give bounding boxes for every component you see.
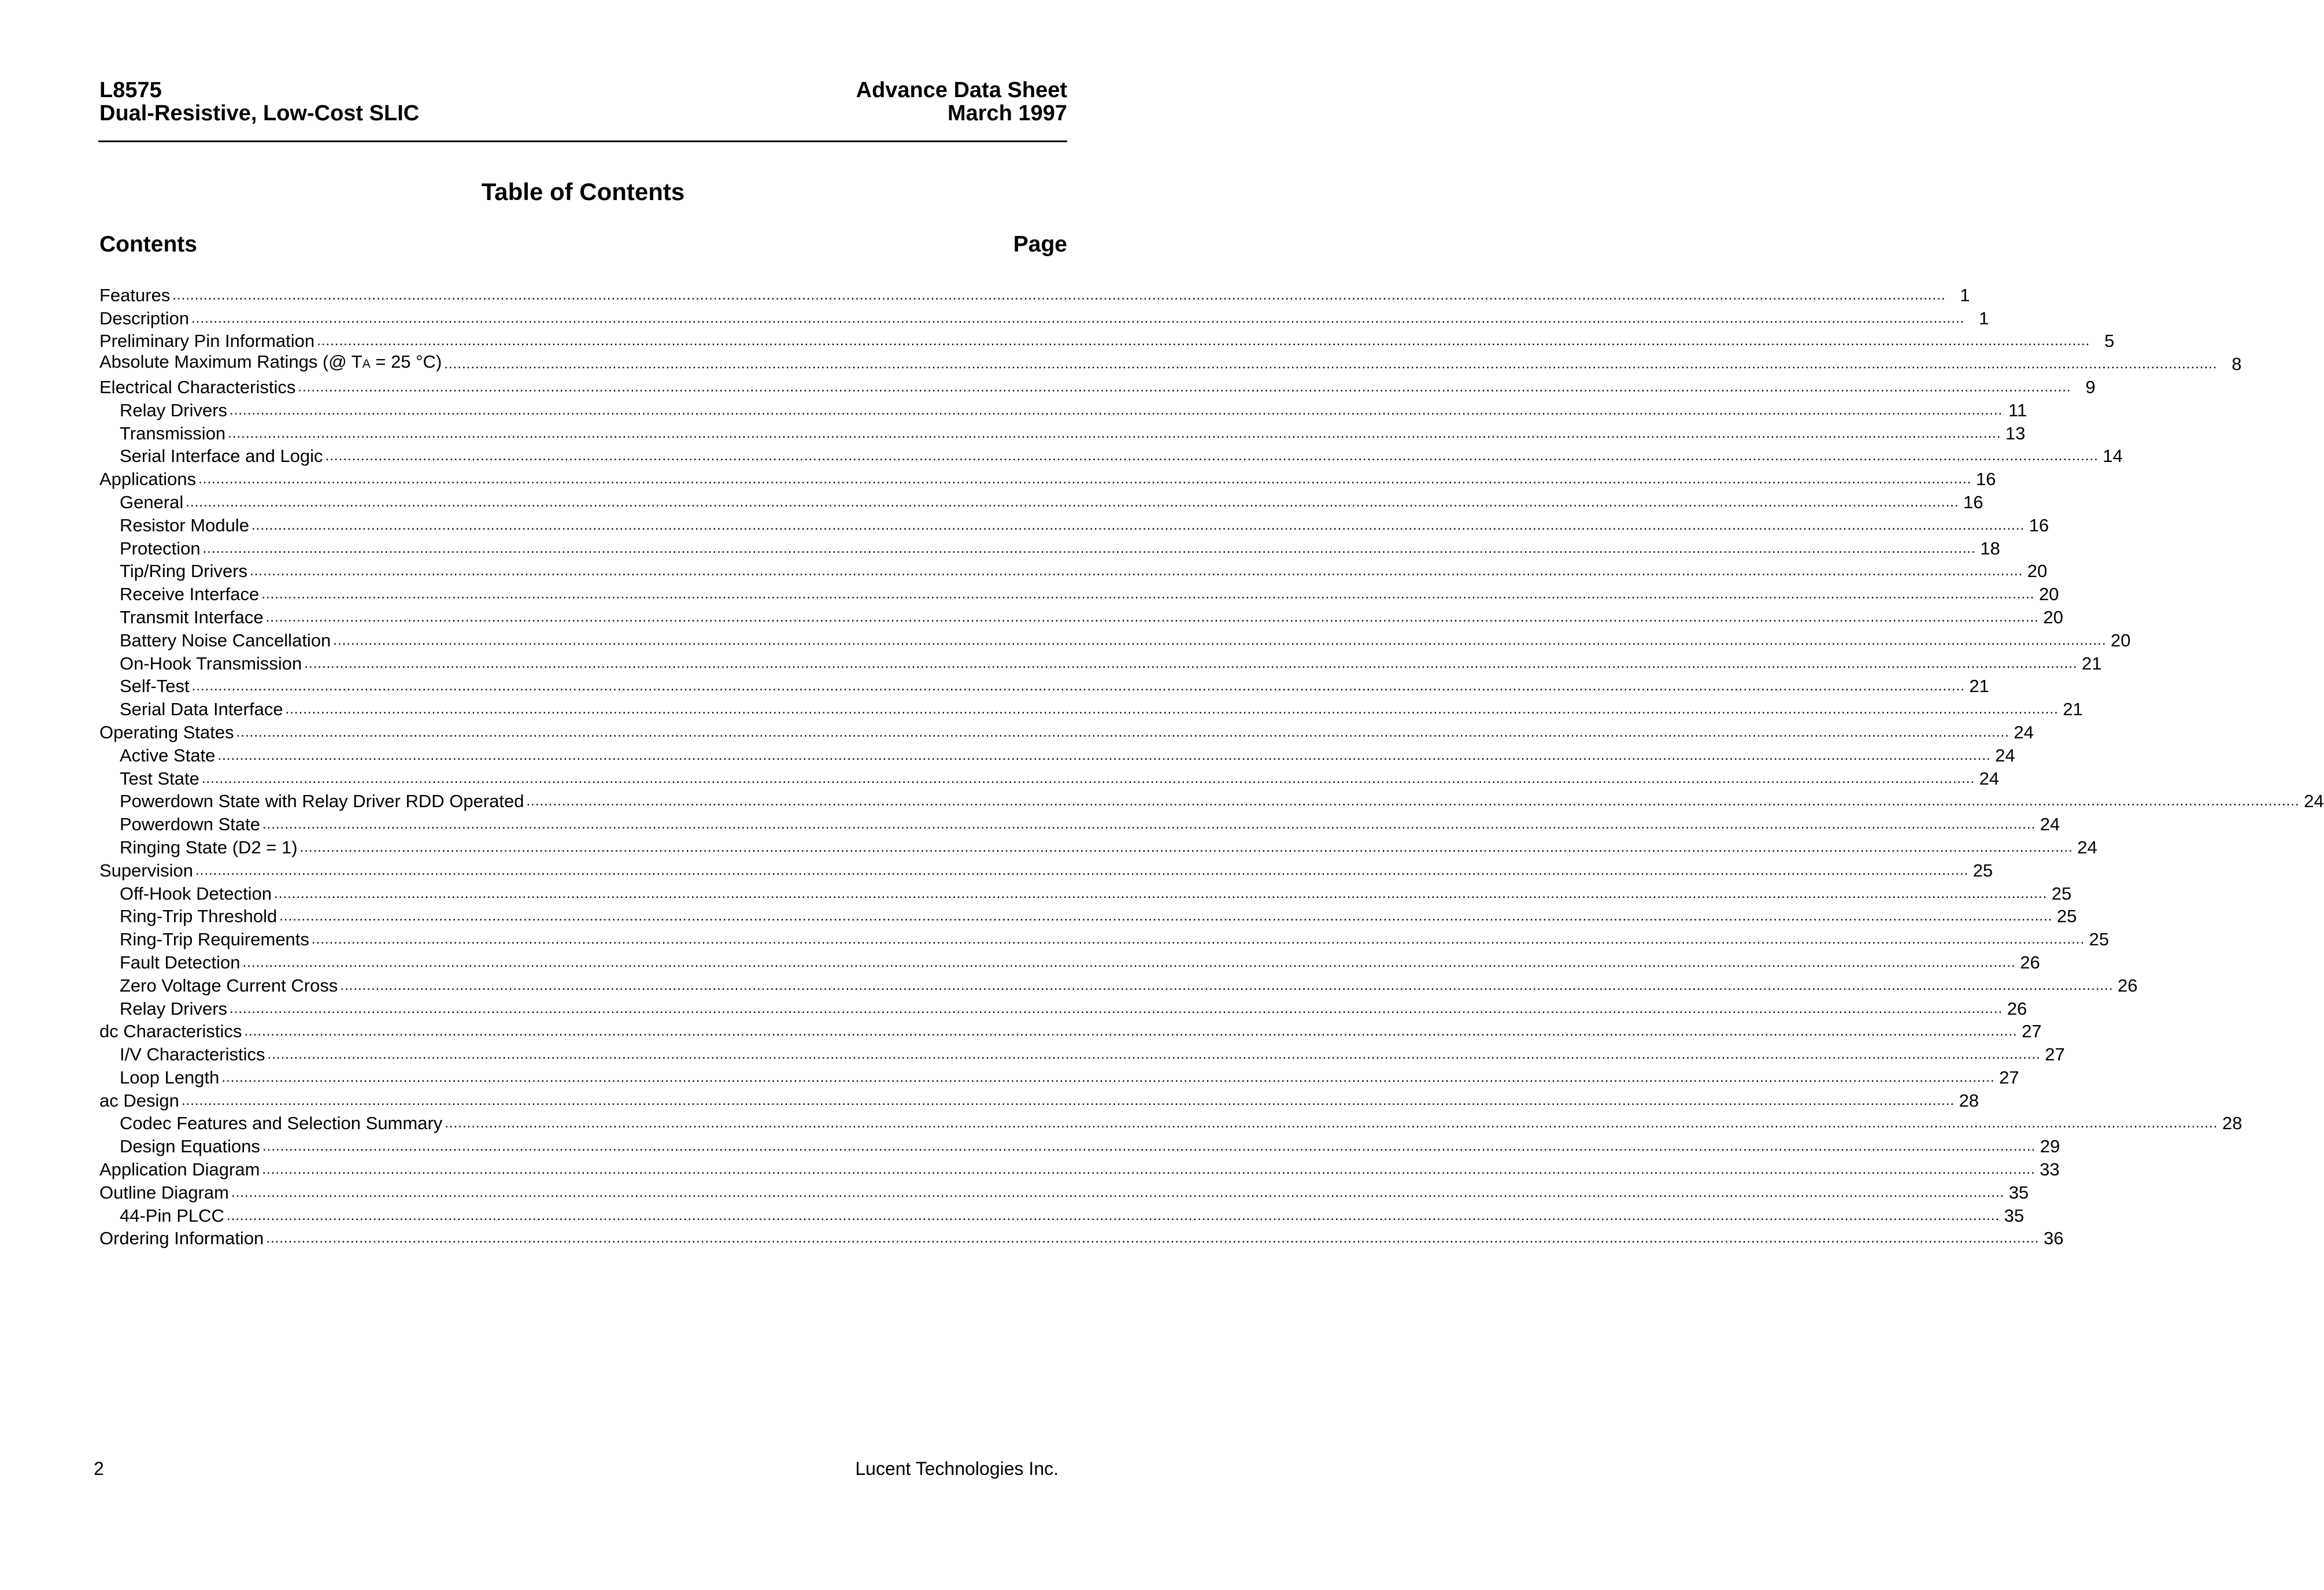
footer-company: Lucent Technologies Inc.	[855, 1458, 1059, 1479]
toc-entry-page: 1	[1960, 284, 1970, 305]
toc-entry[interactable]	[99, 282, 1970, 305]
toc-entry-page: 25	[2056, 906, 2077, 927]
toc-entry[interactable]	[99, 512, 2049, 535]
toc-entry-page: 28	[1959, 1090, 1979, 1111]
toc-entry-page: 20	[2111, 630, 2131, 650]
toc-entry-page: 16	[1975, 469, 1996, 490]
toc-entry-page: 26	[2118, 975, 2138, 996]
toc-leader-dots: ................................................................................................................................................................................................................................................................................................................................................................................................................	[181, 1092, 1955, 1108]
toc-leader-dots: ................................................................................................................................................................................................................................................................................................................................................................................................................	[186, 494, 1959, 510]
toc-entry[interactable]	[99, 811, 2060, 835]
toc-entry[interactable]	[99, 581, 2059, 605]
toc-leader-dots: ................................................................................................................................................................................................................................................................................................................................................................................................................	[526, 793, 2300, 809]
toc-entry[interactable]	[99, 766, 2000, 789]
toc-entry[interactable]	[99, 489, 1983, 512]
toc-entry[interactable]	[99, 1226, 2064, 1249]
toc-leader-dots: ................................................................................................................................................................................................................................................................................................................................................................................................................	[226, 1207, 2000, 1223]
toc-leader-dots: ................................................................................................................................................................................................................................................................................................................................................................................................................	[444, 356, 2218, 372]
toc-entry[interactable]	[99, 926, 2110, 950]
toc-entry-page: 16	[2029, 515, 2049, 535]
toc-leader-dots: ................................................................................................................................................................................................................................................................................................................................................................................................................	[317, 333, 2090, 349]
toc-leader-dots: ................................................................................................................................................................................................................................................................................................................................................................................................................	[221, 1069, 1995, 1085]
toc-entry-title: Zero Voltage Current Cross	[120, 975, 338, 996]
toc-entry[interactable]	[99, 397, 2027, 420]
toc-leader-dots: ................................................................................................................................................................................................................................................................................................................................................................................................................	[230, 1000, 2003, 1016]
toc-entry-page: 33	[2040, 1159, 2060, 1180]
toc-leader-dots: ................................................................................................................................................................................................................................................................................................................................................................................................................	[195, 862, 1969, 878]
toc-entry[interactable]	[99, 834, 2097, 857]
toc-entry-title: Test State	[120, 768, 199, 789]
doc-date: March 1997	[947, 101, 1067, 125]
toc-entry[interactable]	[99, 719, 2034, 742]
toc-entry[interactable]	[99, 949, 2040, 973]
toc-leader-dots: ................................................................................................................................................................................................................................................................................................................................................................................................................	[198, 471, 1972, 487]
toc-entry-page: 21	[2063, 699, 2083, 720]
toc-entry-title: Active State	[120, 745, 216, 766]
toc-entry-title: Electrical Characteristics	[99, 376, 296, 397]
toc-entry-title: Application Diagram	[99, 1159, 260, 1180]
toc-entry[interactable]	[99, 559, 2048, 582]
toc-entry-title: Relay Drivers	[120, 400, 228, 420]
toc-entry-title: Ring-Trip Requirements	[120, 929, 309, 950]
toc-leader-dots: ................................................................................................................................................................................................................................................................................................................................................................................................................	[262, 816, 2036, 833]
toc-entry-page: 25	[2051, 883, 2072, 904]
toc-entry-page: 5	[2104, 331, 2115, 352]
toc-leader-dots: ................................................................................................................................................................................................................................................................................................................................................................................................................	[267, 1047, 2041, 1063]
toc-entry-page: 11	[2008, 400, 2027, 420]
toc-leader-dots: ................................................................................................................................................................................................................................................................................................................................................................................................................	[244, 1023, 2018, 1040]
toc-entry[interactable]	[99, 789, 2324, 812]
toc-leader-dots: ................................................................................................................................................................................................................................................................................................................................................................................................................	[228, 425, 2001, 441]
toc-entry-title: Outline Diagram	[99, 1182, 229, 1203]
toc-entry-page: 36	[2044, 1228, 2064, 1249]
toc-entry[interactable]	[99, 1041, 2065, 1065]
toc-leader-dots: ................................................................................................................................................................................................................................................................................................................................................................................................................	[231, 1184, 2005, 1200]
toc-entry[interactable]	[99, 351, 2242, 375]
toc-entry[interactable]	[99, 1203, 2025, 1226]
toc-entry-title: I/V Characteristics	[120, 1044, 265, 1065]
toc-entry[interactable]	[99, 466, 1996, 490]
toc-entry-title: Self-Test	[120, 676, 190, 697]
toc-entry-title: 44-Pin PLCC	[120, 1205, 224, 1226]
toc-entry-title: Loop Length	[120, 1067, 220, 1088]
toc-leader-dots: ................................................................................................................................................................................................................................................................................................................................................................................................................	[333, 632, 2107, 648]
toc-entry-page: 21	[1969, 676, 1989, 697]
toc-entry[interactable]	[99, 857, 1993, 881]
header-left	[99, 79, 419, 125]
toc-entry[interactable]	[99, 1019, 2042, 1042]
toc-entry[interactable]	[99, 996, 2027, 1019]
toc-leader-dots: ................................................................................................................................................................................................................................................................................................................................................................................................................	[311, 931, 2085, 948]
toc-entry-title: Ordering Information	[99, 1228, 264, 1249]
toc-entry-page: 24	[1979, 768, 2000, 789]
toc-entry-title: Codec Features and Selection Summary	[120, 1113, 443, 1134]
toc-entry-page: 14	[2103, 446, 2123, 467]
toc-leader-dots: ................................................................................................................................................................................................................................................................................................................................................................................................................	[172, 287, 1946, 303]
toc-entry-title: Tip/Ring Drivers	[120, 561, 248, 582]
toc-leader-dots: ................................................................................................................................................................................................................................................................................................................................................................................................................	[299, 839, 2073, 855]
toc-leader-dots: ................................................................................................................................................................................................................................................................................................................................................................................................................	[217, 747, 1991, 763]
toc-entry-title: Features	[99, 284, 171, 305]
toc-entry-page: 27	[1999, 1067, 2019, 1088]
toc-entry-page: 20	[2027, 561, 2048, 582]
toc-entry-title: Relay Drivers	[120, 998, 228, 1019]
toc-leader-dots: ................................................................................................................................................................................................................................................................................................................................................................................................................	[261, 586, 2035, 602]
product-name: Dual-Resistive, Low-Cost SLIC	[99, 101, 420, 125]
toc-leader-dots: ................................................................................................................................................................................................................................................................................................................................................................................................................	[266, 1230, 2040, 1247]
toc-entry-page: 24	[2304, 791, 2324, 812]
toc-entry-title: Operating States	[99, 722, 234, 742]
toc-entry[interactable]	[99, 443, 2123, 467]
toc-entry-page: 28	[2222, 1113, 2242, 1134]
contents-column-heading: Contents	[99, 232, 197, 257]
page-column-heading: Page	[1013, 232, 1067, 257]
toc-entry-page: 9	[2085, 376, 2096, 397]
toc-leader-dots: ................................................................................................................................................................................................................................................................................................................................................................................................................	[202, 540, 1976, 556]
toc-entry-title: On-Hook Transmission	[120, 653, 302, 674]
toc-entry-page: 24	[2040, 814, 2060, 835]
doc-type: Advance Data Sheet	[856, 78, 1067, 102]
toc-entry-title: Powerdown State with Relay Driver RDD Operated	[120, 791, 524, 812]
toc-entry[interactable]	[99, 604, 2063, 627]
toc-entry-page: 20	[2043, 607, 2063, 627]
toc-entry-page: 35	[2004, 1205, 2025, 1226]
header-right	[856, 79, 1067, 125]
toc-entry-title: Off-Hook Detection	[120, 883, 272, 904]
toc-leader-dots: ................................................................................................................................................................................................................................................................................................................................................................................................................	[201, 770, 1975, 786]
toc-entry-title: Description	[99, 308, 190, 328]
toc-entry-page: 27	[2022, 1021, 2042, 1042]
toc-leader-dots: ................................................................................................................................................................................................................................................................................................................................................................................................................	[230, 402, 2003, 418]
toc-entry-title: Fault Detection	[120, 952, 240, 973]
toc-entry[interactable]	[99, 374, 2096, 397]
toc-leader-dots: ................................................................................................................................................................................................................................................................................................................................................................................................................	[236, 724, 2010, 740]
toc-entry-title: Preliminary Pin Information	[99, 331, 315, 352]
toc-leader-dots: ................................................................................................................................................................................................................................................................................................................................................................................................................	[285, 701, 2059, 718]
toc-entry[interactable]	[99, 328, 2115, 352]
toc-entry-page: 29	[2040, 1136, 2060, 1157]
toc-entry[interactable]	[99, 1133, 2060, 1157]
toc-entry-title: Protection	[120, 538, 201, 559]
toc-leader-dots: ................................................................................................................................................................................................................................................................................................................................................................................................................	[250, 563, 2023, 579]
toc-entry-page: 27	[2045, 1044, 2065, 1065]
toc-entry-page: 26	[2007, 998, 2027, 1019]
toc-entry[interactable]	[99, 305, 1989, 328]
toc-entry[interactable]	[99, 742, 2015, 766]
toc-leader-dots: ................................................................................................................................................................................................................................................................................................................................................................................................................	[191, 678, 1965, 694]
toc-entry[interactable]	[99, 1088, 1979, 1111]
table-of-contents	[99, 282, 2324, 1249]
toc-entry[interactable]	[99, 1179, 2029, 1203]
toc-entry[interactable]	[99, 420, 2026, 443]
toc-entry-page: 26	[2020, 952, 2040, 973]
toc-leader-dots: ................................................................................................................................................................................................................................................................................................................................................................................................................	[251, 517, 2025, 533]
toc-leader-dots: ................................................................................................................................................................................................................................................................................................................................................................................................................	[340, 977, 2114, 993]
toc-entry-title: Absolute Maximum Ratings (@ TA = 25 °C)	[99, 352, 442, 372]
toc-entry-page: 24	[2077, 837, 2097, 857]
toc-entry[interactable]	[99, 881, 2072, 904]
toc-entry-title: dc Characteristics	[99, 1021, 242, 1042]
toc-entry-title: Ring-Trip Threshold	[120, 906, 277, 927]
toc-entry-page: 35	[2008, 1182, 2029, 1203]
toc-leader-dots: ................................................................................................................................................................................................................................................................................................................................................................................................................	[262, 1162, 2036, 1178]
toc-entry[interactable]	[99, 535, 2000, 559]
toc-leader-dots: ................................................................................................................................................................................................................................................................................................................................................................................................................	[298, 379, 2071, 395]
toc-entry-page: 16	[1963, 491, 1983, 512]
toc-entry-page: 13	[2005, 423, 2026, 443]
header-divider	[98, 140, 1067, 142]
toc-leader-dots: ................................................................................................................................................................................................................................................................................................................................................................................................................	[304, 655, 2078, 671]
footer-page-number: 2	[94, 1458, 104, 1479]
toc-entry-title: Resistor Module	[120, 515, 249, 535]
toc-entry[interactable]	[99, 1111, 2242, 1134]
toc-entry-page: 21	[2081, 653, 2102, 674]
toc-entry[interactable]	[99, 696, 2083, 720]
toc-entry-title: Transmit Interface	[120, 607, 264, 627]
toc-leader-dots: ................................................................................................................................................................................................................................................................................................................................................................................................................	[262, 1138, 2036, 1155]
part-number: L8575	[99, 78, 162, 102]
toc-entry-title: General	[120, 491, 184, 512]
toc-entry[interactable]	[99, 1156, 2060, 1180]
toc-entry-title: Battery Noise Cancellation	[120, 630, 331, 650]
toc-entry[interactable]	[99, 973, 2138, 996]
toc-entry[interactable]	[99, 1064, 2019, 1088]
toc-entry[interactable]	[99, 674, 1989, 697]
toc-entry-title: Serial Data Interface	[120, 699, 283, 720]
toc-entry-page: 8	[2232, 354, 2242, 375]
toc-entry-page: 25	[1973, 860, 1993, 881]
toc-entry-title: Transmission	[120, 423, 226, 443]
toc-entry-title: Design Equations	[120, 1136, 260, 1157]
toc-entry-title: Supervision	[99, 860, 193, 881]
toc-entry-page: 25	[2089, 929, 2110, 950]
toc-entry-page: 20	[2038, 584, 2059, 605]
page-title: Table of Contents	[481, 178, 685, 205]
toc-entry-title: Receive Interface	[120, 584, 260, 605]
toc-entry[interactable]	[99, 650, 2102, 674]
toc-leader-dots: ................................................................................................................................................................................................................................................................................................................................................................................................................	[242, 954, 2016, 970]
toc-entry-title: Serial Interface and Logic	[120, 446, 323, 467]
toc-entry[interactable]	[99, 627, 2131, 650]
toc-leader-dots: ................................................................................................................................................................................................................................................................................................................................................................................................................	[279, 908, 2053, 925]
toc-entry[interactable]	[99, 904, 2077, 927]
toc-leader-dots: ................................................................................................................................................................................................................................................................................................................................................................................................................	[274, 885, 2048, 901]
toc-entry-title: Ringing State (D2 = 1)	[120, 837, 298, 857]
toc-entry-title: ac Design	[99, 1090, 179, 1111]
toc-leader-dots: ................................................................................................................................................................................................................................................................................................................................................................................................................	[265, 609, 2039, 625]
toc-leader-dots: ................................................................................................................................................................................................................................................................................................................................................................................................................	[445, 1115, 2218, 1132]
toc-entry-page: 1	[1979, 308, 1989, 328]
toc-leader-dots: ................................................................................................................................................................................................................................................................................................................................................................................................................	[191, 310, 1965, 326]
toc-entry-title: Applications	[99, 469, 197, 490]
toc-entry-title: Powerdown State	[120, 814, 260, 835]
toc-entry-page: 18	[1980, 538, 2000, 559]
toc-entry-page: 24	[2014, 722, 2034, 742]
toc-entry-page: 24	[1995, 745, 2015, 766]
toc-leader-dots: ................................................................................................................................................................................................................................................................................................................................................................................................................	[325, 448, 2099, 464]
